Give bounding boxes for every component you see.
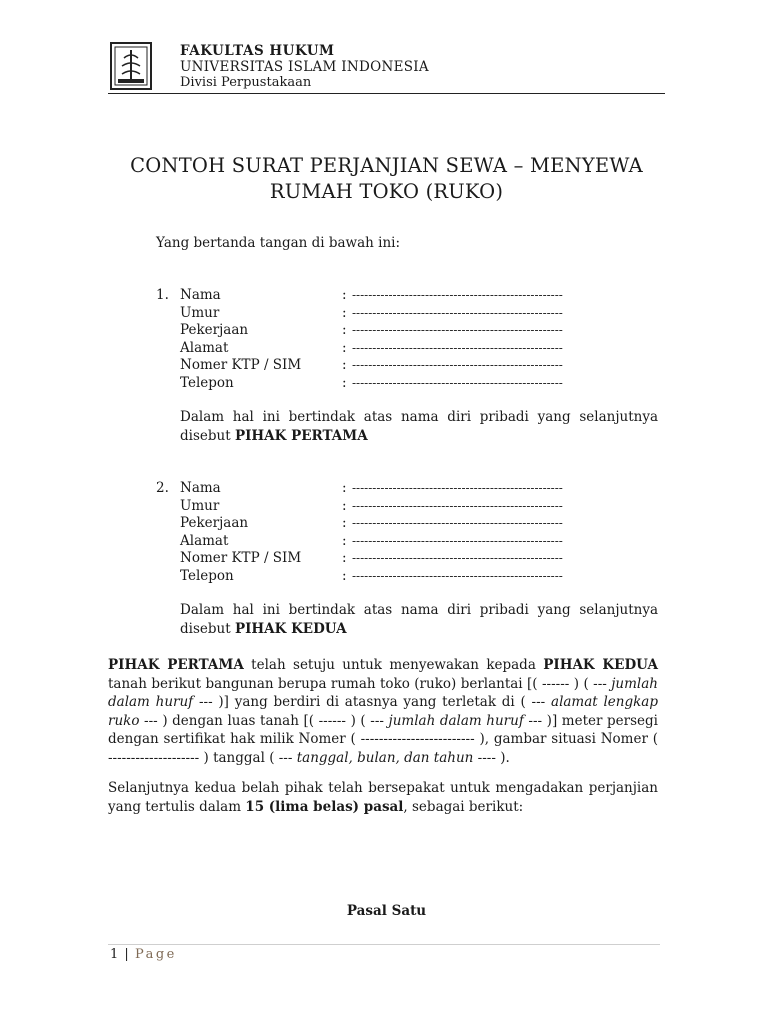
party-2-number: 2. — [156, 480, 169, 496]
university-logo-icon — [110, 42, 152, 90]
description-prefix: disebut — [180, 620, 235, 637]
field-label: Nomer KTP / SIM — [180, 357, 302, 373]
footer-separator: | — [119, 947, 135, 962]
field-label: Nama — [180, 480, 221, 496]
placeholder-italic: tanggal, bulan, dan tahun — [296, 749, 474, 766]
page-label: Page — [134, 947, 177, 962]
field-label: Nomer KTP / SIM — [180, 550, 302, 566]
colon: : — [342, 480, 347, 496]
colon: : — [342, 497, 347, 514]
field-label: Nama — [180, 287, 221, 303]
field-label: Pekerjaan — [180, 515, 249, 531]
title-line-1: CONTOH SURAT PERJANJIAN SEWA – MENYEWA — [130, 154, 643, 177]
field-blank: ---------------------------------------------------- — [352, 481, 563, 495]
party-1-description — [180, 408, 658, 445]
field-blank: ---------------------------------------------------- — [352, 568, 563, 583]
field-label: Alamat — [180, 339, 229, 356]
field-label: Telepon — [180, 567, 234, 584]
party-1-ref: PIHAK PERTAMA — [108, 657, 244, 673]
header-divider — [108, 93, 665, 94]
colon: : — [342, 304, 347, 321]
field-blank: ---------------------------------------------------- — [352, 533, 563, 548]
field-blank: ---------------------------------------------------- — [352, 340, 563, 355]
field-blank: ---------------------------------------------------- — [352, 375, 563, 390]
field-blank: ---------------------------------------------------- — [352, 305, 563, 320]
page-footer — [110, 947, 177, 962]
party-1-role: PIHAK PERTAMA — [234, 427, 368, 444]
document-title — [108, 153, 665, 205]
faculty-name: FAKULTAS HUKUM — [180, 43, 335, 59]
field-label: Pekerjaan — [180, 322, 249, 338]
text-run: telah setuju untuk menyewakan kepada — [243, 657, 544, 673]
text-run: Selanjutnya kedua belah pihak telah bersepakat untuk mengadakan perjanjian yang tertulis dalam — [108, 780, 658, 815]
field-blank: ---------------------------------------------------- — [352, 516, 563, 530]
division-name: Divisi Perpustakaan — [180, 75, 312, 90]
article-count: 15 (lima belas) pasal — [245, 798, 404, 815]
colon: : — [342, 322, 347, 338]
field-label: Alamat — [180, 532, 229, 549]
colon: : — [342, 374, 347, 391]
text-run: --- ) dengan luas tanah [( ------ ) ( --- — [139, 712, 389, 729]
article-heading: Pasal Satu — [346, 903, 427, 919]
colon: : — [342, 550, 347, 566]
colon: : — [342, 339, 347, 356]
text-run: --- )] meter persegi dengan sertifikat hak milik Nomer ( ------------------------- ), gambar situasi Nomer ( -------------------- ) tanggal ( --- — [108, 712, 658, 766]
intro-text: Yang bertanda tangan di bawah ini: — [156, 235, 401, 251]
closing-paragraph — [108, 779, 658, 816]
field-blank: ---------------------------------------------------- — [352, 288, 563, 302]
field-blank: ---------------------------------------------------- — [352, 498, 563, 513]
colon: : — [342, 515, 347, 531]
description-prefix: disebut — [180, 427, 235, 444]
description-line: Dalam hal ini bertindak atas nama diri pribadi yang selanjutnya — [180, 602, 658, 618]
description-line: Dalam hal ini bertindak atas nama diri pribadi yang selanjutnya — [180, 409, 658, 425]
page-number: 1 — [110, 947, 120, 962]
text-run: , sebagai berikut: — [403, 798, 524, 815]
party-2-description — [180, 601, 658, 638]
field-blank: ---------------------------------------------------- — [352, 358, 563, 372]
field-label: Umur — [180, 304, 220, 321]
university-name: UNIVERSITAS ISLAM INDONESIA — [180, 59, 429, 75]
text-run: ---- ). — [473, 749, 510, 766]
title-line-2: RUMAH TOKO (RUKO) — [269, 180, 504, 203]
party-2-role: PIHAK KEDUA — [234, 620, 347, 637]
field-label: Umur — [180, 497, 220, 514]
colon: : — [342, 357, 347, 373]
colon: : — [342, 287, 347, 303]
footer-divider — [108, 944, 660, 945]
party-1-number: 1. — [156, 287, 169, 303]
text-run: --- )] yang berdiri di atasnya yang terletak di ( --- — [193, 694, 552, 710]
field-blank: ---------------------------------------------------- — [352, 551, 563, 565]
party-2-ref: PIHAK KEDUA — [543, 657, 658, 673]
placeholder-italic: jumlah dalam huruf — [388, 712, 524, 729]
colon: : — [342, 567, 347, 584]
agreement-paragraph — [108, 656, 658, 767]
text-run: tanah berikut bangunan berupa rumah toko (ruko) berlantai [( ------ ) ( --- — [108, 675, 612, 692]
placeholder-italic: alamat lengkap ruko — [108, 694, 658, 729]
field-blank: ---------------------------------------------------- — [352, 323, 563, 337]
field-label: Telepon — [180, 374, 234, 391]
placeholder-italic: jumlah dalam huruf — [108, 675, 658, 710]
colon: : — [342, 532, 347, 549]
letterhead — [180, 43, 429, 91]
